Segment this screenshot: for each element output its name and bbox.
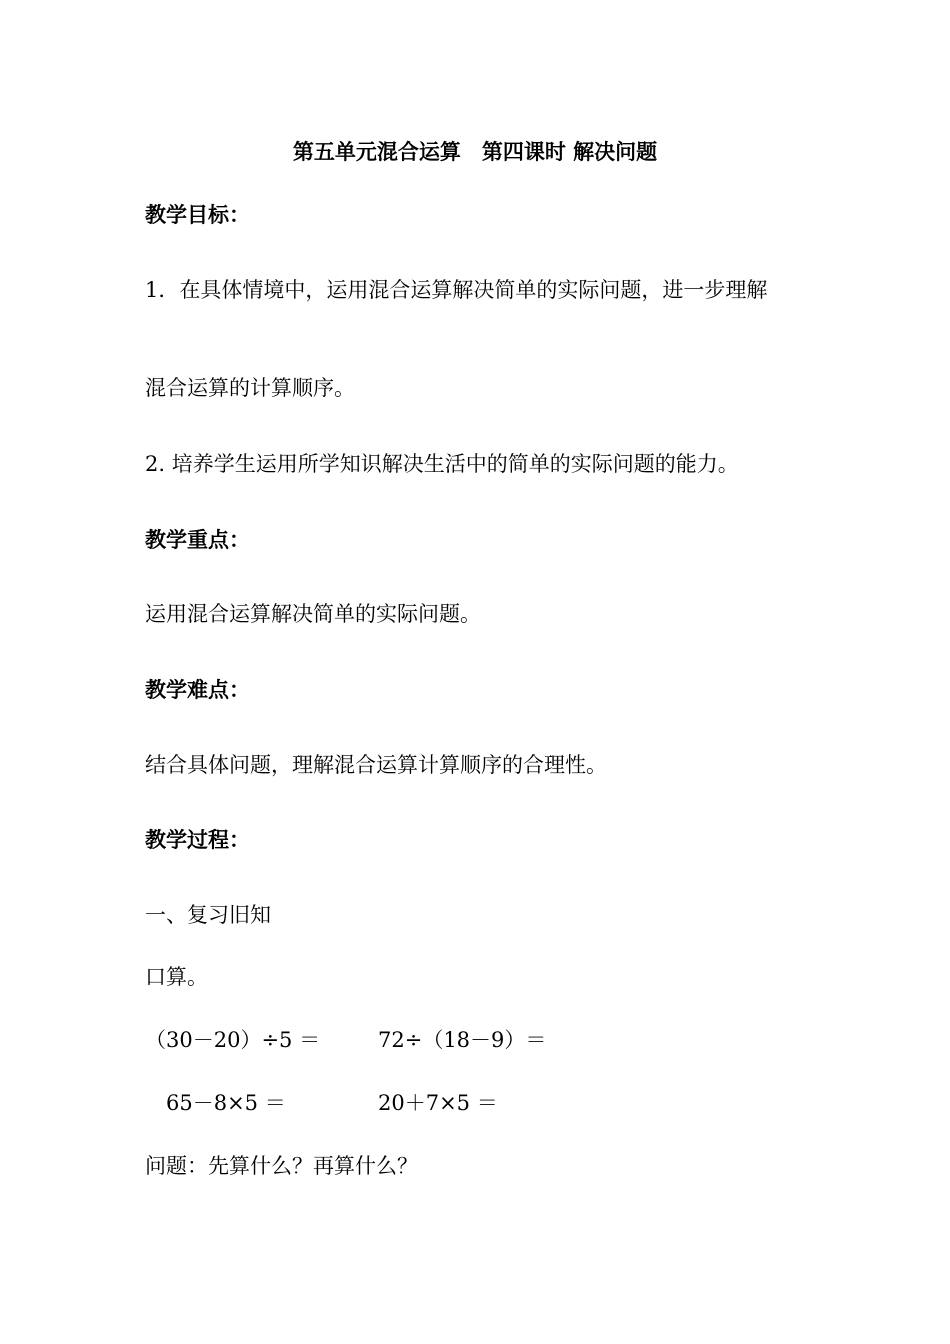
question-text: 问题：先算什么？再算什么？ — [145, 1154, 418, 1178]
exercise-3: 65－8×5 ＝ — [166, 1091, 286, 1115]
difficulty-heading: 教学难点： — [145, 677, 250, 702]
difficulty-text: 结合具体问题，理解混合运算计算顺序的合理性。 — [145, 753, 607, 777]
objective-2: 2. 培养学生运用所学知识解决生活中的简单的实际问题的能力。 — [145, 452, 739, 476]
objective-1-line-1: 1．在具体情境中，运用混合运算解决简单的实际问题，进一步理解 — [145, 278, 768, 302]
key-point-text: 运用混合运算解决简单的实际问题。 — [145, 602, 481, 626]
section-review: 一、复习旧知 — [145, 903, 271, 927]
objectives-heading: 教学目标： — [145, 202, 250, 227]
objective-1-line-2: 混合运算的计算顺序。 — [145, 376, 355, 400]
key-point-heading: 教学重点： — [145, 527, 250, 552]
mental-math-label: 口算。 — [145, 965, 208, 989]
exercise-1: （30－20）÷5 ＝ — [145, 1028, 321, 1052]
exercise-2: 72÷（18－9）＝ — [378, 1028, 547, 1052]
process-heading: 教学过程： — [145, 827, 250, 852]
exercise-4: 20＋7×5 ＝ — [378, 1091, 498, 1115]
page-title: 第五单元混合运算 第四课时 解决问题 — [292, 139, 658, 164]
